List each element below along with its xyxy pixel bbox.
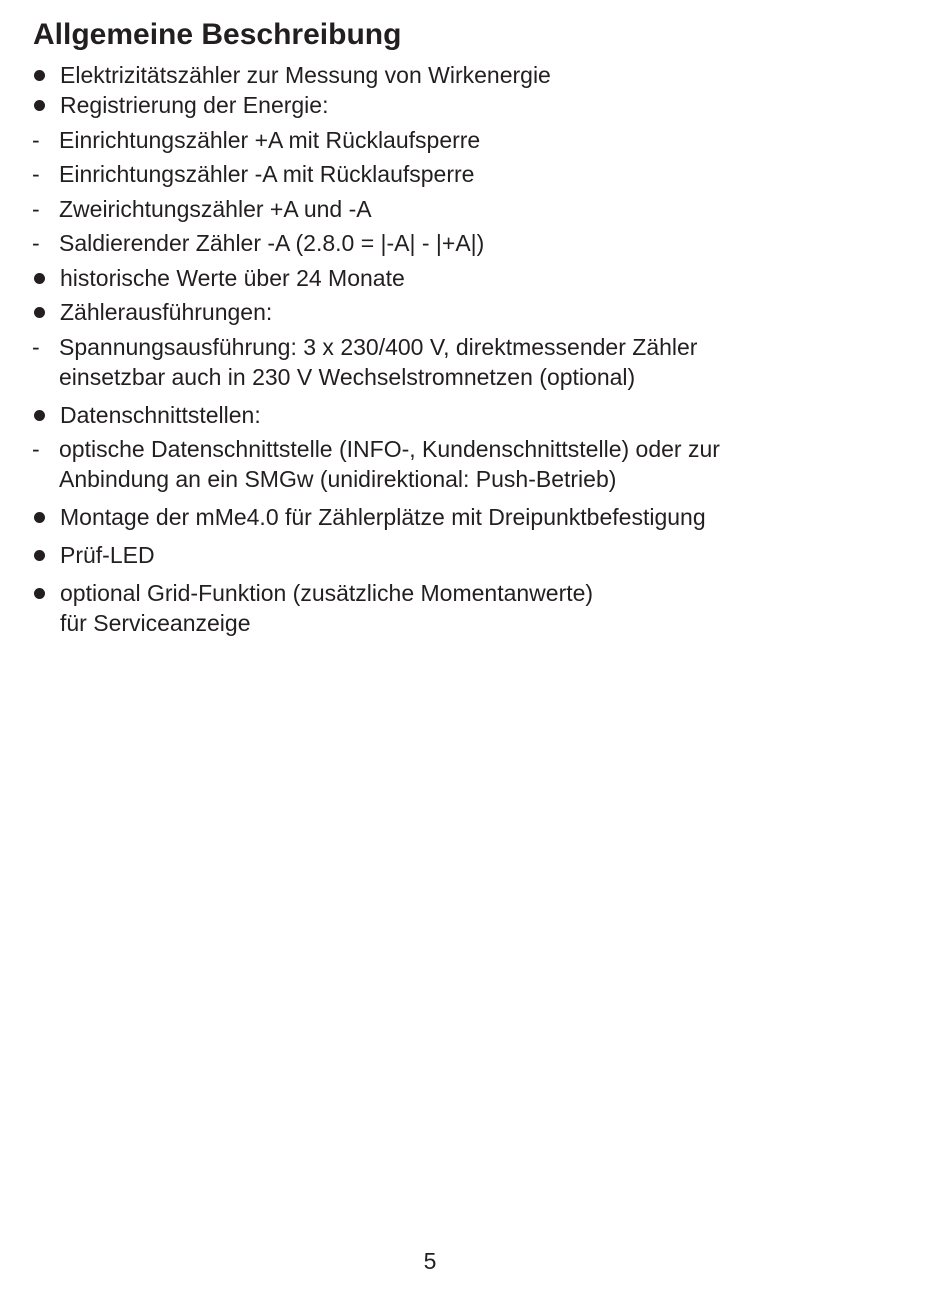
- sub-list-item-text-line2: Anbindung an ein SMGw (unidirektional: Push-Betrieb): [59, 466, 617, 492]
- list-item: [33, 297, 913, 327]
- sub-list-item: [32, 434, 913, 494]
- sub-list-item-text: Saldierender Zähler -A (2.8.0 = |-A| - |+A|): [59, 230, 485, 256]
- page-title: Allgemeine Beschreibung: [33, 18, 402, 51]
- feature-list: [33, 60, 913, 638]
- bullet-icon: [34, 550, 45, 561]
- sub-list: [33, 125, 913, 259]
- bullet-icon: [34, 410, 45, 421]
- list-item: [33, 502, 913, 532]
- bullet-icon: [34, 273, 45, 284]
- list-item-text: Prüf-LED: [60, 542, 155, 568]
- list-item-text-line2: für Serviceanzeige: [60, 610, 251, 636]
- sub-list: [33, 332, 913, 392]
- dash-icon: -: [32, 436, 40, 462]
- list-item-text: optional Grid-Funktion (zusätzliche Momentanwerte): [60, 580, 594, 606]
- page-number: 5: [423, 1248, 437, 1274]
- list-item-text: Zählerausführungen:: [60, 299, 273, 325]
- list-item-text: Registrierung der Energie:: [60, 92, 329, 118]
- bullet-icon: [34, 588, 45, 599]
- list-item-text: historische Werte über 24 Monate: [60, 264, 405, 291]
- bullet-icon: [34, 100, 45, 111]
- bullet-icon: [34, 70, 45, 81]
- sub-list-item: [32, 159, 913, 189]
- list-item: [33, 90, 913, 120]
- bullet-icon: [34, 307, 45, 318]
- list-item: [33, 400, 913, 430]
- sub-list-item-text: Einrichtungszähler -A mit Rücklaufsperre: [59, 161, 475, 187]
- dash-icon: -: [32, 333, 40, 360]
- list-item-text: Elektrizitätszähler zur Messung von Wirkenergie: [60, 62, 551, 88]
- dash-icon: -: [32, 195, 40, 222]
- dash-icon: -: [32, 126, 40, 153]
- list-item: [33, 540, 913, 570]
- list-item: [33, 60, 913, 90]
- sub-list-item-text: Zweirichtungszähler +A und -A: [59, 195, 372, 222]
- list-item-text: Datenschnittstellen:: [60, 401, 261, 428]
- list-item: [33, 263, 913, 293]
- sub-list-item-text: Spannungsausführung: 3 x 230/400 V, direktmessender Zähler: [59, 333, 698, 360]
- sub-list-item: [32, 194, 913, 224]
- dash-icon: -: [32, 161, 40, 187]
- list-item-text: Montage der mMe4.0 für Zählerplätze mit Dreipunktbefestigung: [60, 504, 706, 530]
- sub-list-item-text: Einrichtungszähler +A mit Rücklaufsperre: [59, 126, 481, 153]
- sub-list-item: [32, 332, 913, 392]
- bullet-icon: [34, 512, 45, 523]
- sub-list-item: [32, 228, 913, 258]
- sub-list-item-text-line2: einsetzbar auch in 230 V Wechselstromnetzen (optional): [59, 363, 636, 390]
- dash-icon: -: [32, 230, 40, 256]
- sub-list-item: [32, 125, 913, 155]
- sub-list: [33, 434, 913, 494]
- sub-list-item-text: optische Datenschnittstelle (INFO-, Kundenschnittstelle) oder zur: [59, 436, 720, 462]
- list-item: [33, 578, 913, 638]
